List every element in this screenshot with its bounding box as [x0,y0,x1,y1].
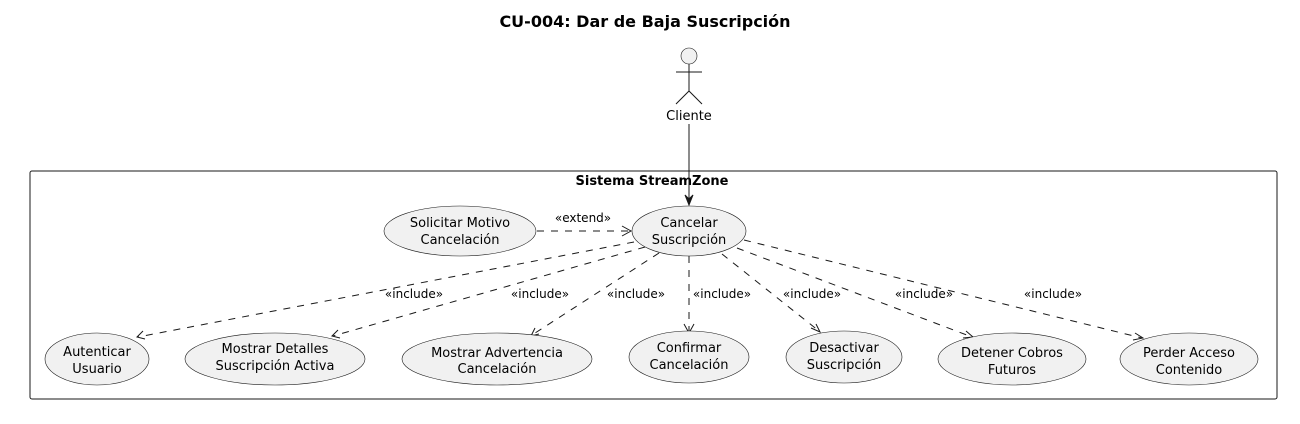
extend-label: «extend» [554,211,612,225]
include-label: «include» [692,287,752,301]
use-case-label-line1: Perder Acceso [1143,346,1235,361]
include-label: «include» [1023,287,1083,301]
use-case-label-line1: Solicitar Motivo [409,216,511,231]
use-case-ellipse [384,206,536,256]
use-case-label-line2: Cancelación [457,362,537,377]
use-case-label-line2: Suscripción [806,358,882,373]
use-case-label-line1: Mostrar Advertencia [431,346,563,361]
use-case-label-line2: Suscripción [651,233,727,248]
actor-legs [676,91,702,104]
use-case-label-line1: Cancelar [660,216,718,231]
use-case-desactivar-suscripcion [786,331,902,383]
use-case-label-line1: Detener Cobros [961,346,1063,361]
include-label: «include» [384,287,444,301]
use-case-label-line2: Contenido [1155,363,1223,378]
actor-label: Cliente [666,109,712,124]
use-case-label-line2: Futuros [987,363,1037,378]
use-case-label-line1: Mostrar Detalles [221,342,329,357]
use-case-ellipse [632,206,746,256]
use-case-label-line1: Autenticar [63,345,131,360]
use-case-perder-acceso [1120,333,1258,385]
use-case-ellipse [629,331,749,383]
use-case-label-line2: Suscripción Activa [215,359,335,374]
use-case-confirmar-cancelacion [629,331,749,383]
use-case-solicitar-motivo [384,206,536,256]
use-case-mostrar-detalles [185,333,365,385]
use-case-label-line1: Confirmar [656,341,722,356]
use-case-label-line2: Cancelación [649,358,729,373]
system-name: Sistema StreamZone [575,174,729,189]
use-case-label-line1: Desactivar [809,341,879,356]
include-label: «include» [510,287,570,301]
diagram-title: CU-004: Dar de Baja Suscripción [499,12,791,31]
actor-cliente [666,48,712,124]
include-label: «include» [782,287,842,301]
use-case-autenticar-usuario [45,333,149,385]
use-case-detener-cobros [938,333,1086,385]
include-label: «include» [894,287,954,301]
use-case-mostrar-advertencia [402,333,592,385]
actor-head [681,48,697,64]
include-label: «include» [606,287,666,301]
use-case-ellipse [786,331,902,383]
use-case-label-line2: Usuario [72,362,122,377]
use-case-cancelar-suscripcion [632,206,746,256]
use-case-label-line2: Cancelación [420,233,500,248]
